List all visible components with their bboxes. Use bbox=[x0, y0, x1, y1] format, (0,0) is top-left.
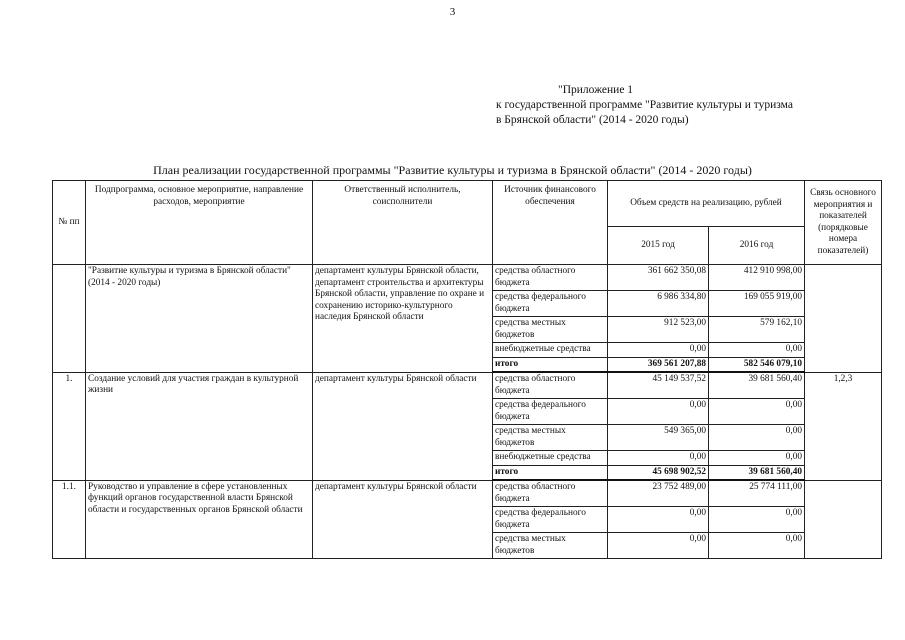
value-2015: 361 662 350,08 bbox=[608, 265, 709, 291]
header-2016: 2016 год bbox=[709, 227, 805, 265]
value-2015: 0,00 bbox=[608, 451, 709, 466]
annex-line-2: к государственной программе "Развитие культуры и туризма bbox=[496, 99, 793, 111]
value-2016: 25 774 111,00 bbox=[709, 480, 805, 507]
source-cell: средства местных бюджетов bbox=[493, 317, 608, 343]
group-executor: департамент культуры Брянской области, департамент строительства и архитектуры Брянской области, управление по охране и сохранению историко-культурного наследия Брянской области bbox=[313, 265, 493, 373]
value-2015: 45 149 537,52 bbox=[608, 372, 709, 399]
header-num: № пп bbox=[53, 181, 86, 265]
total-2015: 45 698 902,52 bbox=[608, 465, 709, 480]
value-2015: 0,00 bbox=[608, 507, 709, 533]
value-2015: 6 986 334,80 bbox=[608, 291, 709, 317]
source-cell: внебюджетные средства bbox=[493, 451, 608, 466]
document-title: План реализации государственной программы "Развитие культуры и туризма в Брянской области" (2014 - 2020 годы) bbox=[153, 163, 752, 177]
group-num bbox=[53, 265, 86, 373]
value-2016: 169 055 919,00 bbox=[709, 291, 805, 317]
value-2016: 412 910 998,00 bbox=[709, 265, 805, 291]
value-2016: 0,00 bbox=[709, 343, 805, 358]
annex-line-1: "Приложение 1 bbox=[558, 84, 634, 96]
group-num: 1. bbox=[53, 372, 86, 480]
value-2015: 0,00 bbox=[608, 533, 709, 559]
source-cell: средства федерального бюджета bbox=[493, 507, 608, 533]
value-2015: 0,00 bbox=[608, 399, 709, 425]
plan-table bbox=[52, 180, 882, 559]
value-2015: 549 365,00 bbox=[608, 425, 709, 451]
group-name: Руководство и управление в сфере установленных функций органов государственной власти Брянской области и государственных органов Брянской области bbox=[86, 480, 313, 559]
group-name: Создание условий для участия граждан в культурной жизни bbox=[86, 372, 313, 480]
group-executor: департамент культуры Брянской области bbox=[313, 372, 493, 480]
group-name: "Развитие культуры и туризма в Брянской области" (2014 - 2020 годы) bbox=[86, 265, 313, 373]
source-cell: средства областного бюджета bbox=[493, 372, 608, 399]
value-2016: 0,00 bbox=[709, 533, 805, 559]
source-cell: средства областного бюджета bbox=[493, 265, 608, 291]
value-2016: 0,00 bbox=[709, 425, 805, 451]
header-source: Источник финансового обеспечения bbox=[493, 181, 608, 265]
header-2015: 2015 год bbox=[608, 227, 709, 265]
total-2016: 582 546 079,10 bbox=[709, 357, 805, 372]
value-2015: 912 523,00 bbox=[608, 317, 709, 343]
group-executor: департамент культуры Брянской области bbox=[313, 480, 493, 559]
group-link: 1,2,3 bbox=[805, 372, 882, 480]
value-2016: 579 162,10 bbox=[709, 317, 805, 343]
value-2015: 0,00 bbox=[608, 343, 709, 358]
header-subprogram: Подпрограмма, основное мероприятие, направление расходов, мероприятие bbox=[86, 181, 313, 265]
header-executor: Ответственный исполнитель, соисполнители bbox=[313, 181, 493, 265]
total-2015: 369 561 207,88 bbox=[608, 357, 709, 372]
group-link bbox=[805, 265, 882, 373]
total-2016: 39 681 560,40 bbox=[709, 465, 805, 480]
group-link bbox=[805, 480, 882, 559]
annex-line-3: в Брянской области" (2014 - 2020 годы) bbox=[496, 114, 689, 126]
header-link: Связь основного мероприятия и показателей (порядковые номера показателей) bbox=[805, 181, 882, 265]
source-total: итого bbox=[493, 357, 608, 372]
group-num: 1.1. bbox=[53, 480, 86, 559]
source-cell: средства федерального бюджета bbox=[493, 399, 608, 425]
value-2016: 0,00 bbox=[709, 451, 805, 466]
page-number: 3 bbox=[449, 6, 456, 18]
annex-header bbox=[496, 83, 793, 128]
value-2016: 0,00 bbox=[709, 399, 805, 425]
source-total: итого bbox=[493, 465, 608, 480]
source-cell: средства федерального бюджета bbox=[493, 291, 608, 317]
source-cell: средства местных бюджетов bbox=[493, 533, 608, 559]
source-cell: внебюджетные средства bbox=[493, 343, 608, 358]
source-cell: средства местных бюджетов bbox=[493, 425, 608, 451]
value-2016: 0,00 bbox=[709, 507, 805, 533]
header-volume: Объем средств на реализацию, рублей bbox=[608, 181, 805, 227]
value-2015: 23 752 489,00 bbox=[608, 480, 709, 507]
value-2016: 39 681 560,40 bbox=[709, 372, 805, 399]
source-cell: средства областного бюджета bbox=[493, 480, 608, 507]
